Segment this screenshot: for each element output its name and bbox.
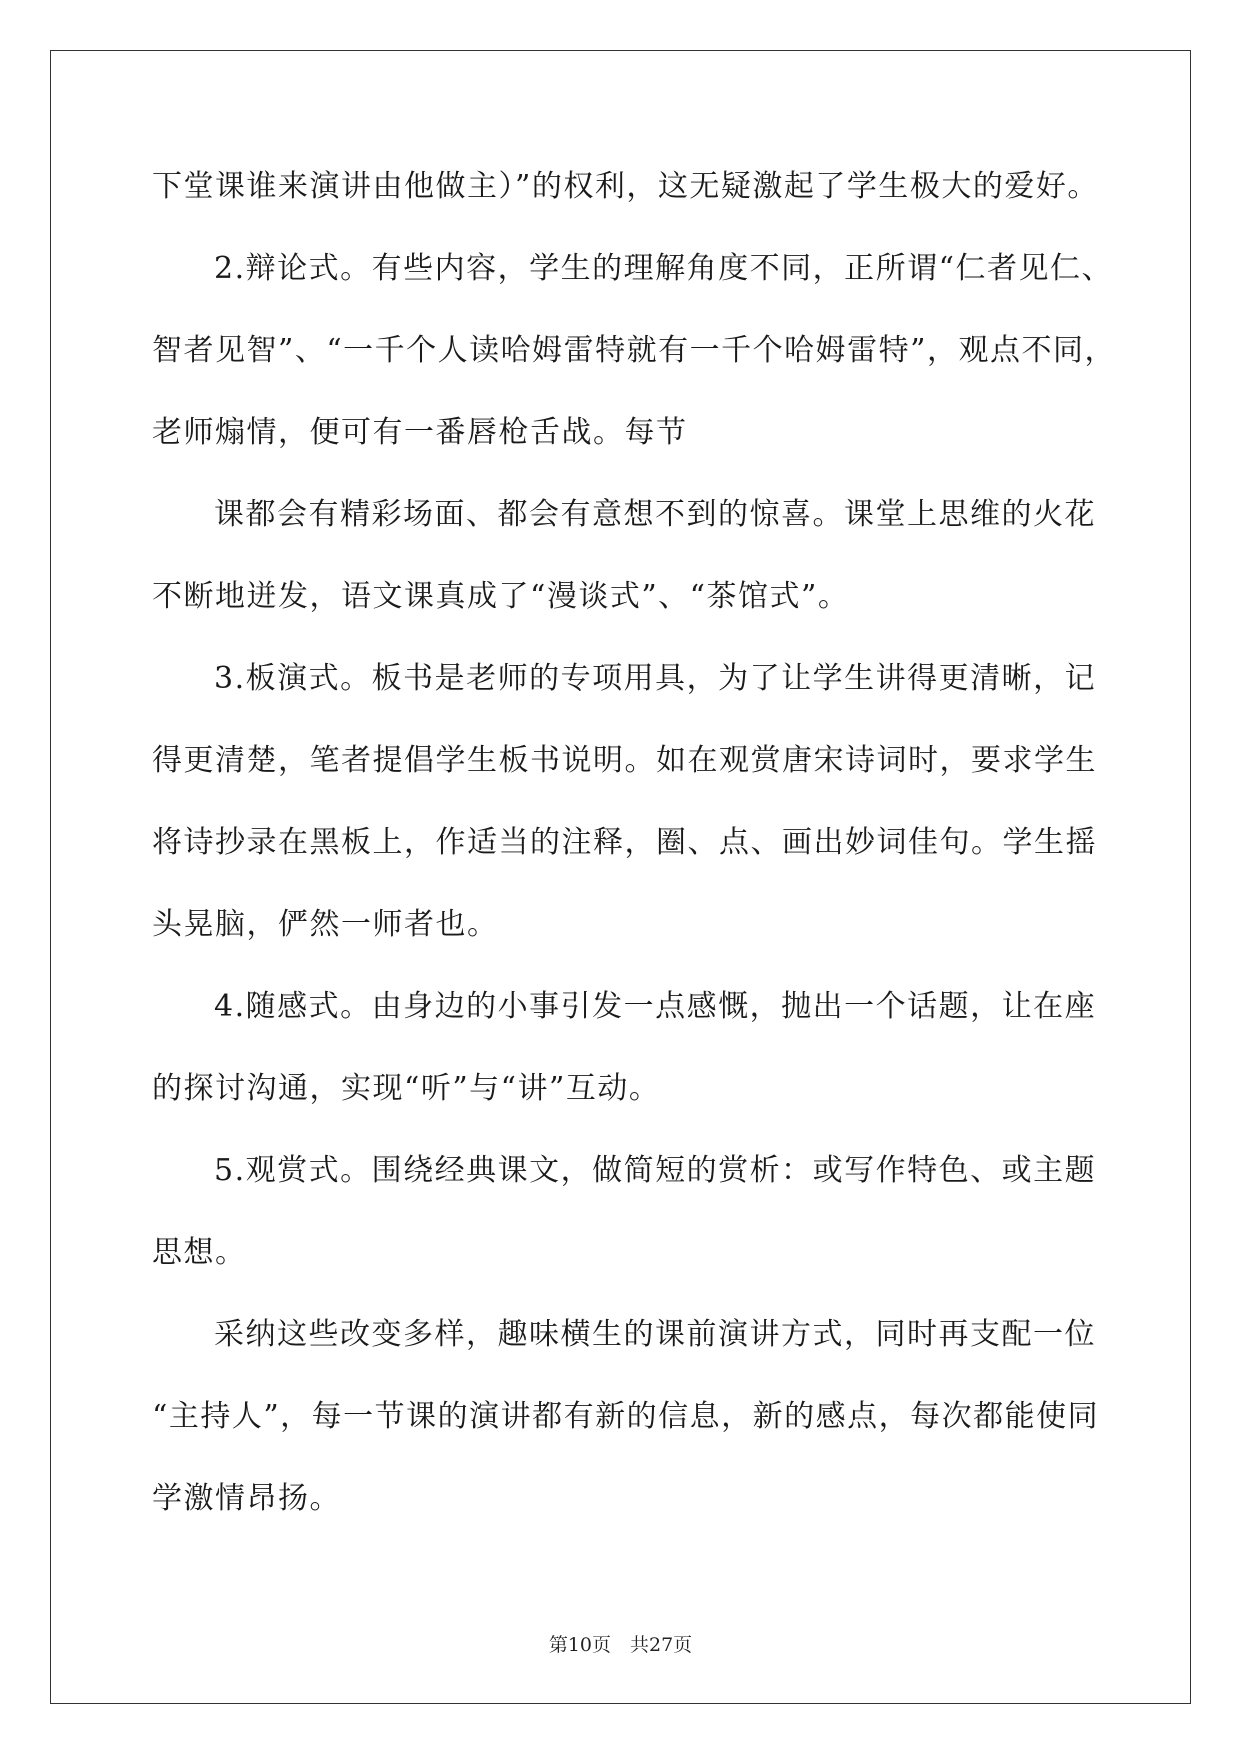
text-line: 下堂课谁来演讲由他做主）”的权利，这无疑激起了学生极大的爱好。: [152, 169, 1099, 204]
text-line: 得更清楚，笔者提倡学生板书说明。如在观赏唐宋诗词时，要求学生: [152, 743, 1097, 778]
text-line: 智者见智”、“一千个人读哈姆雷特就有一千个哈姆雷特”，观点不同，: [152, 333, 1117, 368]
text-line: 头晃脑，俨然一师者也。: [152, 907, 499, 942]
text-line: “主持人”，每一节课的演讲都有新的信息，新的感点，每次都能使同: [152, 1399, 1100, 1434]
document-body: [152, 146, 1117, 1540]
text-line: 将诗抄录在黑板上，作适当的注释，圈、点、画出妙词佳句。学生摇: [152, 825, 1097, 860]
page-number-footer: 第10页 共27页: [548, 1634, 693, 1656]
text-line: 不断地迸发，语文课真成了“漫谈式”、“茶馆式”。: [152, 579, 850, 614]
text-line: 3.板演式。板书是老师的专项用具，为了让学生讲得更清晰，记: [214, 661, 1097, 696]
text-line: 学激情昂扬。: [152, 1481, 341, 1516]
text-line: 4.随感式。由身边的小事引发一点感慨，抛出一个话题，让在座: [214, 989, 1097, 1024]
text-line: 采纳这些改变多样，趣味横生的课前演讲方式，同时再支配一位: [214, 1317, 1096, 1352]
text-line: 老师煽情，便可有一番唇枪舌战。每节: [152, 415, 688, 450]
text-line: 的探讨沟通，实现“听”与“讲”互动。: [152, 1071, 661, 1106]
text-line: 5.观赏式。围绕经典课文，做简短的赏析：或写作特色、或主题: [214, 1153, 1097, 1188]
text-line: 课都会有精彩场面、都会有意想不到的惊喜。课堂上思维的火花: [214, 497, 1096, 532]
text-line: 思想。: [152, 1235, 247, 1270]
text-line: 2.辩论式。有些内容，学生的理解角度不同，正所谓“仁者见仁、: [214, 251, 1113, 286]
